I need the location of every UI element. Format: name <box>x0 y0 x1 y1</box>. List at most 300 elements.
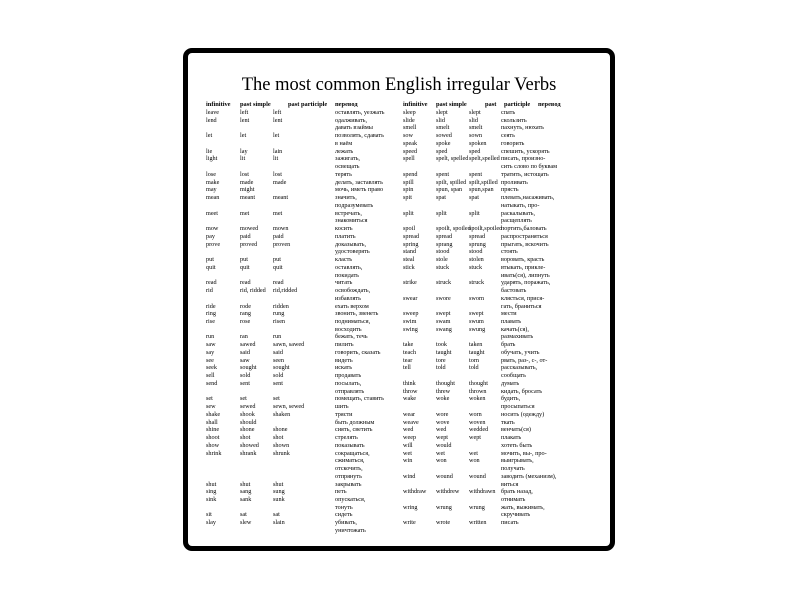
cell-translation: встречать, <box>335 209 362 217</box>
cell-past-participle: left <box>273 109 282 116</box>
cell-past-participle: paid <box>273 232 284 240</box>
cell-past-participle: proven <box>273 240 291 248</box>
cell-translation: помещать, ставить <box>335 395 384 403</box>
cell-infinitive: stand <box>403 248 417 256</box>
cell-infinitive: wet <box>403 449 412 457</box>
cell-past-participle: ridden <box>273 302 289 310</box>
cell-infinitive: tell <box>403 364 411 372</box>
cell-past-simple: mowed <box>240 225 259 233</box>
cell-past-participle: told <box>469 364 479 372</box>
cell-past-participle: swung <box>469 325 486 333</box>
cell-past-participle: taken <box>469 341 483 349</box>
cell-translation: ударять, поражать, <box>501 279 551 287</box>
cell-translation: уничтожать <box>335 526 366 534</box>
cell-past-participle: spoken <box>469 139 487 147</box>
cell-translation: прясть <box>501 186 519 194</box>
cell-past-simple: struck <box>436 279 452 287</box>
cell-past-simple: sank <box>240 496 252 503</box>
cell-infinitive: tear <box>403 356 413 364</box>
cell-past-participle: sped <box>469 147 481 155</box>
cell-past-participle: woken <box>469 395 486 403</box>
cell-past-participle: struck <box>469 279 485 287</box>
cell-translation: рвать, раз-, с-, от- <box>501 356 548 364</box>
cell-translation: восходить <box>335 325 362 333</box>
cell-translation: сжиматься, <box>335 457 365 465</box>
cell-translation: говорить <box>501 139 525 147</box>
cell-translation: продавать <box>335 372 362 380</box>
cell-translation: отправлять <box>335 387 365 395</box>
cell-past-participle: shone <box>273 426 288 434</box>
cell-past-participle: shot <box>273 434 284 442</box>
cell-past-simple: said <box>240 348 250 356</box>
cell-past-participle: thrown <box>469 387 487 395</box>
cell-past-participle: put <box>273 256 281 264</box>
cell-infinitive: wear <box>403 410 416 418</box>
cell-infinitive: prove <box>206 240 221 248</box>
cell-translation: распространяться <box>501 232 548 240</box>
cell-translation: освещать <box>335 163 360 171</box>
cell-translation: плевать,насаживать, <box>501 194 555 202</box>
cell-translation: косить <box>335 225 353 233</box>
cell-past-simple: slew <box>240 519 252 527</box>
header-past-simple-left: past simple <box>240 101 271 108</box>
cell-past-participle: written <box>469 519 487 527</box>
cell-past-participle: sworn <box>469 294 485 302</box>
cell-infinitive: weep <box>403 434 417 442</box>
cell-translation: быть должным <box>335 418 375 426</box>
cell-past-simple: spat <box>436 194 446 202</box>
cell-past-participle: read <box>273 279 284 287</box>
cell-past-simple: sewed <box>240 403 256 411</box>
cell-past-participle: won <box>469 457 480 465</box>
document-frame <box>183 48 615 551</box>
cell-translation: пилить <box>335 341 354 349</box>
cell-past-participle: rid,ridded <box>273 287 298 295</box>
cell-infinitive: rid <box>206 287 213 295</box>
cell-past-participle: slain <box>273 519 285 527</box>
cell-past-simple: wound <box>436 472 453 480</box>
cell-past-participle: wrung <box>469 503 485 511</box>
cell-infinitive: show <box>206 441 220 449</box>
cell-infinitive: split <box>403 209 414 217</box>
cell-past-participle: sprung <box>469 240 486 248</box>
cell-past-simple: read <box>240 279 251 287</box>
cell-translation: выигрывать, <box>501 457 534 465</box>
cell-translation: портить,баловать <box>501 225 547 233</box>
cell-past-participle: swept <box>469 310 484 318</box>
cell-translation: давать взаймы <box>335 124 373 132</box>
cell-infinitive: slay <box>206 519 216 527</box>
cell-infinitive: shall <box>206 418 218 426</box>
cell-infinitive: swim <box>403 317 417 325</box>
header-participle-right: participle <box>504 101 531 108</box>
cell-infinitive: rise <box>206 317 215 325</box>
cell-past-simple: threw <box>436 387 451 395</box>
cell-translation: значить, <box>335 194 357 202</box>
cell-past-simple: shone <box>240 426 255 434</box>
cell-translation: брать <box>501 341 516 349</box>
cell-past-participle: slept <box>469 109 481 116</box>
cell-infinitive: leave <box>206 109 220 116</box>
cell-translation: плавать <box>501 317 522 325</box>
cell-past-simple: spoilt, spoiled <box>436 225 471 233</box>
cell-past-simple: rode <box>240 302 251 310</box>
cell-past-simple: met <box>240 209 250 217</box>
cell-translation: бежать, течь <box>335 333 368 341</box>
cell-past-participle: spread <box>469 232 486 240</box>
cell-translation: мочь, иметь право <box>335 186 384 194</box>
cell-translation: говорить, сказать <box>335 348 381 356</box>
cell-translation: сокращаться, <box>335 449 370 457</box>
cell-past-simple: swang <box>436 325 452 333</box>
cell-past-participle: spent <box>469 170 483 178</box>
cell-translation: освобождать, <box>335 287 371 295</box>
cell-past-simple: wove <box>436 418 450 426</box>
cell-translation: просыпаться <box>501 403 535 411</box>
cell-past-simple: should <box>240 418 257 426</box>
cell-translation: воровать, красть <box>501 256 545 264</box>
cell-translation: оставлять, <box>335 263 363 271</box>
cell-infinitive: spend <box>403 170 418 178</box>
cell-past-simple: would <box>436 441 452 449</box>
cell-past-participle: spat <box>469 194 479 202</box>
cell-infinitive: say <box>206 348 215 356</box>
cell-infinitive: withdraw <box>403 488 427 496</box>
cell-translation: покидать <box>335 271 359 279</box>
cell-past-participle: sold <box>273 372 284 380</box>
cell-past-simple: woke <box>436 395 450 403</box>
cell-translation: сообщать <box>501 372 526 380</box>
cell-translation: сиять, светить <box>335 426 373 434</box>
cell-translation: сить слово по буквам <box>501 163 558 171</box>
cell-past-participle: sunk <box>273 496 285 503</box>
cell-translation: рассказывать, <box>501 364 538 372</box>
cell-past-simple: sowed <box>436 132 452 140</box>
cell-translation: позволять, сдавать <box>335 132 384 140</box>
cell-translation: лежать <box>335 147 354 155</box>
cell-translation: ехать верхом <box>335 302 369 310</box>
cell-past-participle: spun,span <box>469 186 494 194</box>
cell-past-participle: seen <box>273 356 284 364</box>
cell-past-simple: wrote <box>436 519 451 527</box>
cell-past-participle: wedded <box>469 426 489 434</box>
cell-translation: заводить (механизм), <box>501 472 557 480</box>
cell-translation: трясти <box>335 410 353 418</box>
cell-past-participle: mown <box>273 225 289 233</box>
cell-infinitive: teach <box>403 348 417 356</box>
cell-translation: плакать <box>501 434 522 442</box>
cell-infinitive: let <box>206 132 213 140</box>
cell-infinitive: throw <box>403 387 418 395</box>
cell-infinitive: spring <box>403 240 419 248</box>
cell-translation: втыкать, прикле- <box>501 263 546 271</box>
cell-past-participle: sent <box>273 379 283 387</box>
cell-past-simple: stood <box>436 248 450 256</box>
cell-past-participle: woven <box>469 418 486 426</box>
cell-infinitive: smell <box>403 124 417 132</box>
cell-past-simple: swore <box>436 294 451 302</box>
cell-translation: мочить, вы-, про- <box>501 449 547 457</box>
header-translation-right: перевод <box>538 101 561 108</box>
cell-past-simple: slid <box>436 116 445 124</box>
cell-past-simple: sprang <box>436 240 453 248</box>
cell-past-simple: tore <box>436 356 446 364</box>
cell-translation: отнимать <box>501 496 526 503</box>
cell-past-simple: lay <box>240 147 248 155</box>
cell-infinitive: mow <box>206 225 219 233</box>
cell-past-simple: sawed <box>240 341 256 349</box>
cell-past-simple: might <box>240 186 255 194</box>
cell-past-simple: set <box>240 395 247 403</box>
cell-past-simple: spent <box>436 170 450 178</box>
cell-translation: будить, <box>501 395 521 403</box>
cell-past-simple: left <box>240 109 249 116</box>
cell-past-participle: stolen <box>469 256 484 264</box>
cell-past-simple: ran <box>240 333 248 341</box>
cell-past-participle: withdrawn <box>469 488 496 496</box>
cell-past-simple: let <box>240 132 247 140</box>
cell-past-participle: lost <box>273 170 282 178</box>
cell-past-participle: quit <box>273 263 283 271</box>
table-row <box>188 519 610 527</box>
header-past-participle-left: past participle <box>288 101 328 108</box>
cell-translation: закрывать <box>335 480 362 488</box>
cell-translation: показывать <box>335 441 365 449</box>
cell-translation: класть <box>335 256 353 264</box>
cell-translation: избавлять <box>335 294 361 302</box>
cell-translation: качать(ся), <box>501 325 529 333</box>
cell-past-simple: saw <box>240 356 250 364</box>
header-past-right: past <box>485 101 497 108</box>
cell-infinitive: spread <box>403 232 420 240</box>
cell-translation: петь <box>335 488 347 496</box>
cell-infinitive: light <box>206 155 218 163</box>
header-infinitive-right: infinitive <box>403 101 428 108</box>
cell-past-participle: slid <box>469 116 478 124</box>
cell-infinitive: wring <box>403 503 418 511</box>
cell-translation: искать <box>335 364 353 372</box>
cell-infinitive: quit <box>206 263 216 271</box>
cell-translation: сеять <box>501 132 515 140</box>
table-row <box>188 527 610 535</box>
cell-translation: доказывать, <box>335 240 367 248</box>
cell-translation: хотеть быть <box>501 441 533 449</box>
cell-translation: видеть <box>335 356 353 364</box>
cell-past-participle: sat <box>273 511 280 519</box>
cell-past-participle: set <box>273 395 280 403</box>
cell-past-participle: wept <box>469 434 482 442</box>
cell-past-simple: split <box>436 209 447 217</box>
cell-past-participle: shut <box>273 480 284 488</box>
cell-translation: жать, выжимать, <box>501 503 545 511</box>
cell-past-simple: sang <box>240 488 252 496</box>
cell-translation: думать <box>501 379 520 387</box>
cell-infinitive: lie <box>206 147 213 155</box>
cell-past-participle: sought <box>273 364 290 372</box>
cell-past-simple: wore <box>436 410 449 418</box>
cell-past-simple: spun, span <box>436 186 463 194</box>
cell-past-simple: meant <box>240 194 256 202</box>
cell-past-simple: sent <box>240 379 250 387</box>
cell-past-simple: took <box>436 341 448 349</box>
cell-past-simple: rang <box>240 310 251 318</box>
cell-past-simple: sped <box>436 147 448 155</box>
cell-translation: гать, браниться <box>501 302 542 310</box>
cell-infinitive: speed <box>403 147 418 155</box>
cell-translation: спать <box>501 109 516 116</box>
cell-past-participle: spoilt,spoiled <box>469 225 503 233</box>
cell-past-participle: thought <box>469 379 488 387</box>
cell-translation: платить <box>335 232 356 240</box>
cell-past-simple: swept <box>436 310 451 318</box>
cell-infinitive: wake <box>403 395 417 403</box>
cell-infinitive: set <box>206 395 213 403</box>
cell-infinitive: wind <box>403 472 416 480</box>
cell-past-simple: told <box>436 364 446 372</box>
cell-past-simple: sold <box>240 372 251 380</box>
cell-infinitive: swing <box>403 325 418 333</box>
cell-translation: брать назад, <box>501 488 533 496</box>
cell-infinitive: will <box>403 441 413 449</box>
cell-translation: делать, заставлять <box>335 178 383 186</box>
cell-translation: венчать(ся) <box>501 426 531 434</box>
cell-infinitive: may <box>206 186 217 194</box>
cell-infinitive: sell <box>206 372 215 380</box>
cell-translation: прыгать, вскочить <box>501 240 549 248</box>
cell-past-simple: spelt, spelled <box>436 155 469 163</box>
cell-past-participle: rung <box>273 310 285 318</box>
cell-infinitive: spill <box>403 178 414 186</box>
cell-past-participle: swum <box>469 317 484 325</box>
cell-infinitive: shake <box>206 410 221 418</box>
cell-past-participle: split <box>469 209 480 217</box>
cell-translation: тонуть <box>335 503 353 511</box>
cell-translation: подниматься, <box>335 317 371 325</box>
cell-past-participle: shaken <box>273 410 291 418</box>
cell-past-simple: rid, ridded <box>240 287 266 295</box>
cell-past-simple: shrank <box>240 449 257 457</box>
cell-infinitive: steal <box>403 256 415 264</box>
cell-translation: стрелять <box>335 434 358 442</box>
cell-past-simple: proved <box>240 240 258 248</box>
cell-past-participle: let <box>273 132 280 140</box>
cell-past-participle: lent <box>273 116 283 124</box>
cell-infinitive: shine <box>206 426 220 434</box>
cell-infinitive: slide <box>403 116 415 124</box>
cell-infinitive: shut <box>206 480 217 488</box>
cell-translation: получать <box>501 465 525 473</box>
cell-past-simple: smelt <box>436 124 450 132</box>
cell-infinitive: meet <box>206 209 219 217</box>
cell-infinitive: spoil <box>403 225 416 233</box>
cell-past-simple: stole <box>436 256 448 264</box>
cell-translation: скользить <box>501 116 527 124</box>
header-infinitive-left: infinitive <box>206 101 231 108</box>
cell-past-simple: swam <box>436 317 451 325</box>
cell-past-simple: taught <box>436 348 452 356</box>
cell-translation: виться <box>501 480 519 488</box>
cell-translation: натыкать, про- <box>501 201 540 209</box>
cell-infinitive: sleep <box>403 109 416 116</box>
cell-past-simple: made <box>240 178 254 186</box>
cell-translation: шить <box>335 403 349 411</box>
cell-translation: мести <box>501 310 517 318</box>
cell-past-participle: run <box>273 333 282 341</box>
cell-past-participle: lit <box>273 155 279 163</box>
cell-infinitive: ride <box>206 302 216 310</box>
page-title: The most common English irregular Verbs <box>241 75 557 95</box>
cell-translation: читать <box>335 279 353 287</box>
cell-translation: звонить, звенеть <box>335 310 379 318</box>
cell-past-simple: spread <box>436 232 453 240</box>
cell-infinitive: make <box>206 178 220 186</box>
cell-past-participle: spelt,spelled <box>469 155 500 163</box>
cell-past-participle: stood <box>469 248 483 256</box>
cell-infinitive: ring <box>206 310 216 318</box>
cell-past-simple: slept <box>436 109 448 116</box>
cell-past-participle: wet <box>469 449 478 457</box>
cell-translation: расщеплять <box>501 217 532 225</box>
cell-infinitive: wed <box>403 426 414 434</box>
cell-past-simple: wed <box>436 426 447 434</box>
cell-past-participle: torn <box>469 356 479 364</box>
cell-past-simple: rose <box>240 317 251 325</box>
cell-infinitive: take <box>403 341 414 349</box>
cell-translation: сидеть <box>335 511 353 519</box>
cell-past-participle: risen <box>273 317 286 325</box>
cell-translation: стоять <box>501 248 518 256</box>
cell-translation: отскочить, <box>335 465 363 473</box>
cell-translation: опускаться, <box>335 496 366 503</box>
cell-translation: в наём <box>335 139 353 147</box>
cell-infinitive: sink <box>206 496 217 503</box>
cell-translation: ивать(ся), липнуть <box>501 271 550 279</box>
cell-past-participle: spilt,spilled <box>469 178 498 186</box>
cell-translation: отпрянуть <box>335 472 362 480</box>
cell-past-simple: sat <box>240 511 247 519</box>
cell-infinitive: read <box>206 279 217 287</box>
cell-past-simple: lost <box>240 170 249 178</box>
cell-past-simple: lent <box>240 116 250 124</box>
cell-past-simple: won <box>436 457 447 465</box>
cell-past-simple: spoke <box>436 139 451 147</box>
cell-past-participle: meant <box>273 194 289 202</box>
cell-past-simple: lit <box>240 155 246 163</box>
cell-past-participle: made <box>273 178 287 186</box>
cell-past-participle: worn <box>469 410 482 418</box>
cell-infinitive: lose <box>206 170 216 178</box>
cell-infinitive: swear <box>403 294 418 302</box>
cell-infinitive: mean <box>206 194 220 202</box>
cell-translation: тратить, истощать <box>501 170 549 178</box>
cell-past-participle: stuck <box>469 263 483 271</box>
cell-translation: ткать <box>501 418 515 426</box>
cell-translation: зажигать, <box>335 155 360 163</box>
cell-infinitive: put <box>206 256 214 264</box>
cell-translation: писать <box>501 519 519 527</box>
cell-translation: проливать <box>501 178 528 186</box>
cell-past-participle: sewn, sewed <box>273 403 305 411</box>
cell-past-simple: wet <box>436 449 445 457</box>
cell-infinitive: sow <box>403 132 413 140</box>
cell-infinitive: sit <box>206 511 212 519</box>
cell-infinitive: spell <box>403 155 415 163</box>
cell-translation: удостоверять <box>335 248 370 256</box>
cell-past-participle: wound <box>469 472 486 480</box>
cell-translation: кидать, бросать <box>501 387 543 395</box>
cell-past-simple: shook <box>240 410 255 418</box>
cell-past-participle: shrunk <box>273 449 290 457</box>
